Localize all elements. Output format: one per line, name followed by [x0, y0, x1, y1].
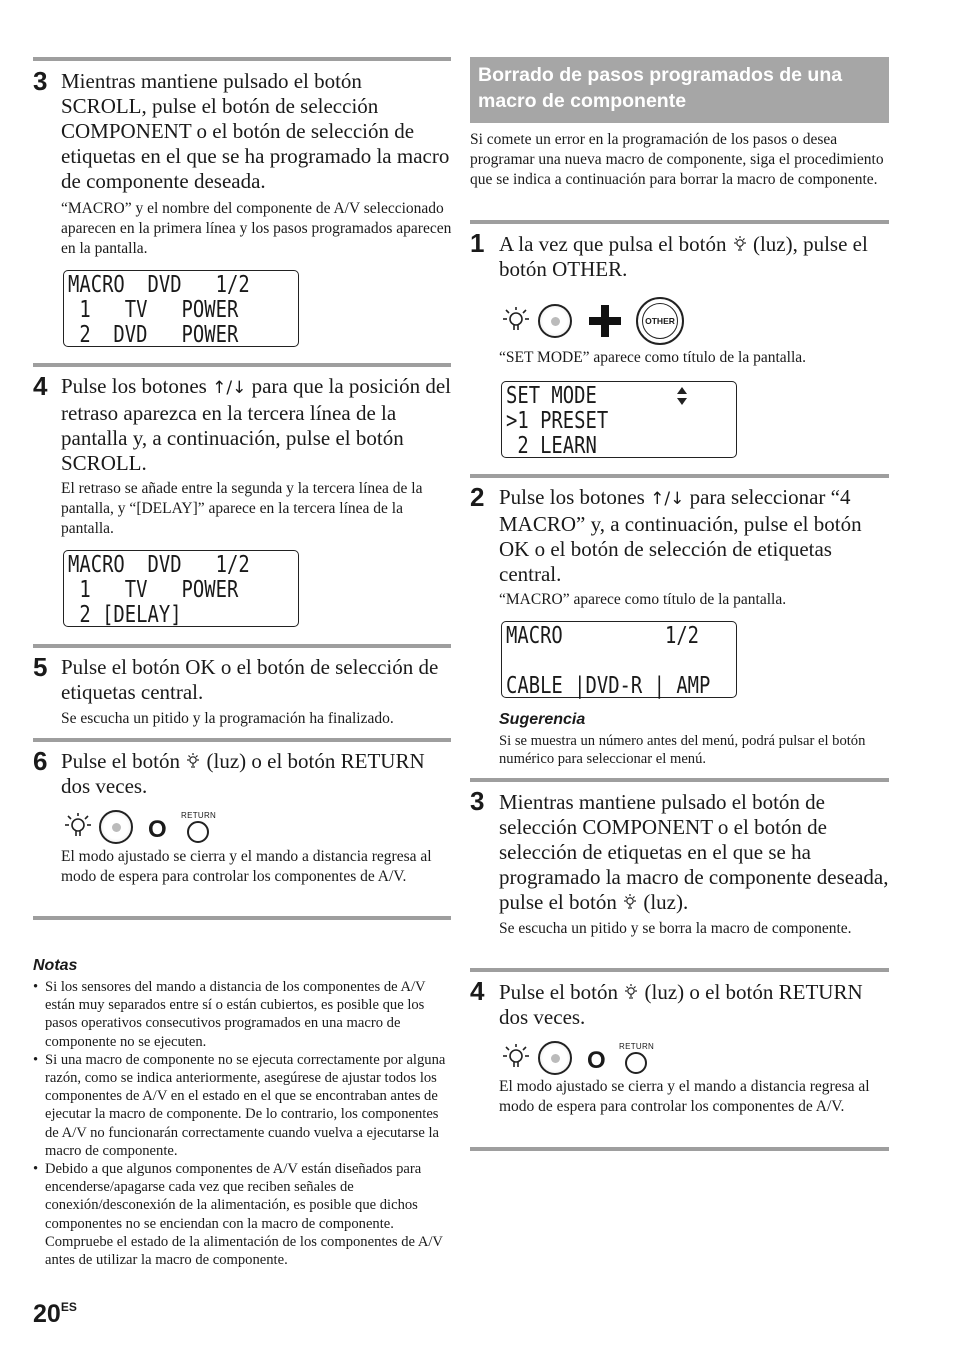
light-bulb-icon [499, 1043, 533, 1073]
lcd-line: 2 LEARN [506, 433, 597, 459]
return-label: RETURN [181, 811, 217, 820]
step-text-after: (luz) o el botón RETURN dos veces. [499, 980, 863, 1029]
step-text-after: (luz), pulse el botón OTHER. [499, 232, 868, 281]
lcd-line: 2 DVD POWER [68, 322, 239, 348]
return-button [187, 821, 209, 843]
light-bulb-icon [499, 306, 533, 336]
divider [470, 778, 889, 782]
step-text-before: Pulse el botón [499, 980, 624, 1004]
lcd-line: CABLE |DVD-R | AMP [506, 673, 711, 699]
step-number: 2 [470, 482, 485, 512]
lcd-line: >1 PRESET [506, 408, 609, 434]
other-button [636, 297, 684, 345]
step-text-after: para que la posición del retraso aparezca en la tercera línea de la pantalla y, a continuación, pulse el botón SCROLL. [61, 374, 451, 475]
step-text [499, 232, 891, 282]
lcd-display [63, 550, 299, 627]
step-subtext: Se escucha un pitido y la programación ha finalizado. [61, 710, 394, 727]
lcd-display [501, 381, 737, 458]
light-bulb-icon [185, 752, 201, 770]
step-text: Pulse el botón OK o el botón de selección de etiquetas central. [61, 655, 439, 704]
divider [470, 968, 889, 972]
divider [470, 220, 889, 224]
step-text [499, 980, 891, 1030]
step-text-before: Mientras mantiene pulsado el botón de selección COMPONENT o el botón de selección de etiquetas en el que se ha programado la macro de componente deseada, pulse el botón [499, 790, 889, 914]
step-number: 4 [470, 976, 485, 1006]
or-separator: O [148, 816, 167, 843]
step-text-before: A la vez que pulsa el botón [499, 232, 732, 256]
light-button [99, 810, 133, 844]
scroll-arrows-icon [676, 386, 688, 406]
step-number: 5 [33, 652, 48, 682]
up-down-arrows-icon: ↑/↓ [212, 378, 247, 398]
lcd-line: 1 TV POWER [68, 297, 239, 323]
divider [470, 474, 889, 478]
section-header: Borrado de pasos programados de una macro de componente [470, 57, 889, 123]
return-label: RETURN [619, 1042, 655, 1051]
step-subtext: “MACRO” y el nombre del componente de A/V seleccionado aparecen en la primera línea y los pasos programados aparecen en la pantalla. [61, 200, 452, 257]
note-item: • Si los sensores del mando a distancia de los componentes de A/V están muy separados entre sí o están cubiertos, es posible que los pasos operativos consecutivos programados en una macro de componente no se ejecuten. [33, 978, 447, 1051]
light-bulb-icon [622, 893, 638, 911]
step-subtext: “SET MODE” aparece como título de la pantalla. [499, 349, 807, 366]
other-label: OTHER [645, 316, 675, 326]
step-text [61, 749, 453, 799]
step-text-after: para seleccionar “4 MACRO” y, a continuación, pulse el botón OK o el botón de selección de etiquetas central. [499, 485, 862, 586]
divider [33, 57, 451, 61]
step-number: 3 [33, 66, 48, 96]
or-separator: O [587, 1047, 606, 1074]
light-bulb-icon [732, 235, 748, 253]
divider [33, 738, 451, 742]
step-text-before: Pulse el botón [61, 749, 186, 773]
up-down-arrows-icon: ↑/↓ [650, 489, 685, 509]
lcd-line: MACRO 1/2 [506, 623, 700, 649]
step-text-before: Pulse los botones [61, 374, 213, 398]
step-text-after: (luz) o el botón RETURN dos veces. [61, 749, 425, 798]
light-button [538, 1041, 572, 1075]
divider [33, 916, 451, 920]
step-subtext: “MACRO” aparece como título de la pantalla. [499, 591, 787, 608]
return-button [625, 1052, 647, 1074]
light-bulb-icon [61, 812, 95, 842]
step-subtext: Se escucha un pitido y se borra la macro de componente. [499, 920, 852, 937]
light-bulb-icon [623, 983, 639, 1001]
lcd-line: 2 [DELAY] [68, 602, 182, 628]
step-number: 4 [33, 371, 48, 401]
note-item: • Si una macro de componente no se ejecuta correctamente por alguna razón, como se indica anteriormente, asegúrese de ajustar todos los componentes de A/V en el estado en el que se encontraban antes de ejecutar la macro de componente. De lo contrario, los componentes de A/V no funcionarán correctamente cuando vuelva a ejecutarse la macro de componente. [33, 1051, 447, 1160]
step-number: 6 [33, 746, 48, 776]
step-subtext: El retraso se añade entre la segunda y la tercera línea de la pantalla, y “[DELAY]” aparece en la tercera línea de la pantalla. [61, 480, 423, 537]
lcd-line: 1 TV POWER [68, 577, 239, 603]
step-number: 1 [470, 228, 485, 258]
lcd-line: SET MODE [506, 383, 597, 409]
step-text: Mientras mantiene pulsado el botón SCROLL, pulse el botón de selección COMPONENT o el botón de selección de etiquetas en el que se ha programado la macro de componente deseada. [61, 69, 450, 193]
step-text [499, 790, 891, 915]
page-number-value: 20 [33, 1300, 61, 1328]
other-button-inner [642, 303, 678, 339]
step-number: 3 [470, 786, 485, 816]
tip-title: Sugerencia [499, 711, 586, 728]
page-number-suffix: ES [60, 1300, 77, 1314]
step-subtext: El modo ajustado se cierra y el mando a distancia regresa al modo de espera para controlar los componentes de A/V. [61, 848, 432, 885]
divider [470, 1147, 889, 1151]
light-button [538, 304, 572, 338]
section-intro: Si comete un error en la programación de los pasos o desea programar una nueva macro de componente, siga el procedimiento que se indica a continuación para borrar la macro de componente. [470, 131, 884, 188]
divider [33, 644, 451, 648]
page-number [33, 1300, 77, 1329]
plus-icon [587, 303, 623, 339]
lcd-line: MACRO DVD 1/2 [68, 272, 250, 298]
lcd-line: MACRO DVD 1/2 [68, 552, 250, 578]
lcd-line [506, 649, 691, 674]
step-text [61, 374, 453, 476]
notes-title: Notas [33, 957, 78, 974]
notes-list [33, 978, 447, 1269]
step-text-after: (luz). [638, 890, 689, 914]
note-item: • Debido a que algunos componentes de A/V están diseñados para encenderse/apagarse cada vez que reciben señales de conexión/desconexión de la alimentación, es posible que dichos componentes no se enciendan con la macro de componente. Compruebe el estado de la alimentación de los componentes de A/V antes de utilizar la macro de componente. [33, 1160, 447, 1269]
lcd-display [501, 621, 737, 698]
lcd-display [63, 270, 299, 347]
divider [33, 363, 451, 367]
step-subtext: El modo ajustado se cierra y el mando a distancia regresa al modo de espera para controlar los componentes de A/V. [499, 1078, 870, 1115]
step-text-before: Pulse los botones [499, 485, 651, 509]
tip-text: Si se muestra un número antes del menú, podrá pulsar el botón numérico para seleccionar el menú. [499, 733, 866, 768]
step-text [499, 485, 891, 587]
